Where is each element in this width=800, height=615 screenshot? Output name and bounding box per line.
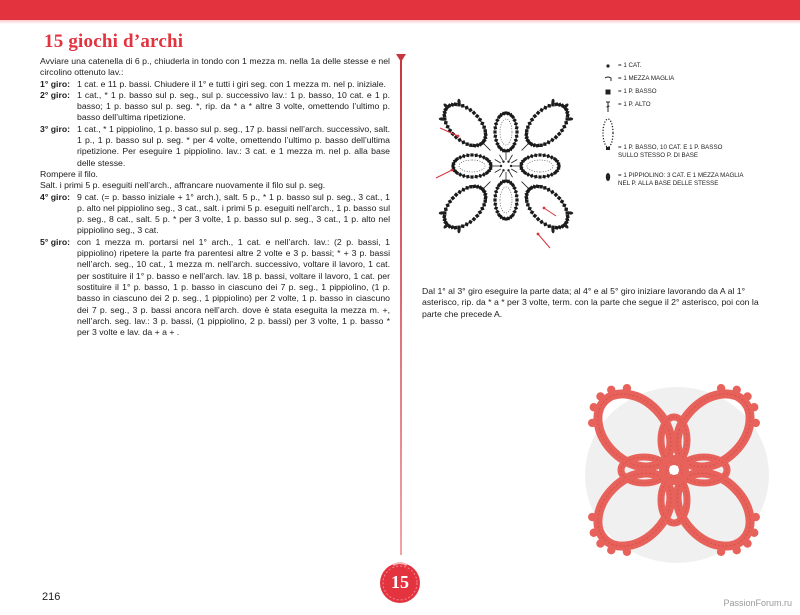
round-text: 1 cat., * 1 p. basso sul p. seg., sul p. successivo lav.: 1 p. basso, 10 cat. e 1 p. basso; 1 p. basso sul p. seg. *, rip. da * a * altre 3 volte, omettendo l’ultimo p. basso dell’ultima ripetizione. <box>77 89 390 123</box>
round-text: con 1 mezza m. portarsi nel 1° arch., 1 cat. e nell’arch. lav.: (2 p. bassi, 1 pippiolino) ripetere la parte fra parentesi altre 2 volte e 3 p. bassi; * + 3 p. bassi nell’arch. seg., 10 cat., 1 mezza m. nell’arch. successivo, voltare il lavoro, 1 cat. per sostituire il 1° p. basso e nell’arch. lav. 18 p. bassi, voltare il lavoro, 1 cat. per sostituire il 1° p. basso, 1 p. basso in ciascuno dei 7 p. seg., 1 pippiolino, (1 p. basso in ciascuno dei 2 p. seg., 1 pippiolino) per 2 volte, 1 p. basso in ciascuno dei 7 p. seg., 3 p. bassi ancora nell’arch. dove è stata eseguita la mezza m. +, nell’arch. seg. lav.: 3 p. bassi, (1 pippiolino, 2 p. bassi) per 3 volte, 1 p. basso * per 3 volte e lav. da + a + . <box>77 236 390 338</box>
watermark: PassionForum.ru <box>723 598 792 608</box>
dot-icon <box>600 62 616 70</box>
diagram-petals <box>432 92 580 240</box>
column-divider <box>400 60 402 555</box>
legend-text: = 1 MEZZA MAGLIA <box>618 75 675 82</box>
round-1 <box>40 79 390 90</box>
intro-text: Avviare una catenella di 6 p., chiuderla in tondo con 1 mezza m. nella 1a delle stesse e nel circolino ottenuto lav.: <box>40 56 390 78</box>
diagram-arch <box>510 92 580 162</box>
round-text: 1 cat. e 11 p. bassi. Chiudere il 1° e tutti i giri seg. con 1 mezza m. nel p. iniziale. <box>77 78 386 89</box>
legend-item <box>600 75 674 83</box>
round-label: 1° giro: <box>40 78 71 89</box>
diagram-arch <box>432 170 502 240</box>
round-note: Dal 1° al 3° giro eseguire la parte data; al 4° e al 5° giro iniziare lavorando da A al 1° asterisco, rip. da * a * per 3 volte, term. con la parte che segue il 2° asterisco, poi con la parte che precede A. <box>422 286 759 319</box>
diagram-petal <box>493 179 518 220</box>
diagram-center-ring <box>500 160 512 171</box>
round-label: 5° giro: <box>40 236 71 247</box>
diagram-arch <box>510 170 580 240</box>
header-band <box>0 0 800 20</box>
instructions-column <box>40 56 390 338</box>
legend-text: = 1 P. BASSO <box>618 88 657 95</box>
crochet-diagram <box>430 58 582 273</box>
lace-motif <box>576 372 771 567</box>
diagram-arch <box>432 92 502 162</box>
lace-motif-photo <box>576 372 772 568</box>
legend-text: = 1 PIPPIOLINO: 3 CAT. E 1 MEZZA MAGLIA NEL P. ALLA BASE DELLE STESSE <box>618 172 744 187</box>
header-band-fade <box>0 20 800 24</box>
page-number: 216 <box>42 591 61 603</box>
legend-text: = 1 P. BASSO, 10 CAT. E 1 P. BASSO SULLO STESSO P. DI BASE <box>618 144 723 159</box>
round-label: 2° giro: <box>40 89 71 100</box>
round-4 <box>40 192 390 237</box>
round-5 <box>40 237 390 339</box>
square-icon <box>600 88 616 96</box>
round-text: 9 cat. (= p. basso iniziale + 1° arch.), salt. 5 p., * 1 p. basso sul p. seg., 3 cat., 1 p. alto nel pippiolino seg., 3 cat., salt. i primi 5 p. eseguiti nell’arch., 1 p. basso sul p. seg., 8 cat., salt. 5 p. * per 3 volte, 1 p. basso sul p. seg., 3 cat., 1 p. alto nel pippiolino seg., 3 cat. <box>77 191 390 236</box>
legend-item <box>600 62 641 70</box>
break-thread-text: Rompere il filo. <box>40 168 98 179</box>
round-text: 1 cat., * 1 pippiolino, 1 p. basso sul p. seg., 17 p. bassi nell’arch. successivo, salt. 1 p., 1 p. basso sul p. seg. * per 4 volte, omettendo l’ultimo p. basso dell’ultima ripetizione. Per eseguire 1 pippiolino. lav.: 3 cat. e 1 mezza m. nel p. alla base delle stesse. <box>77 123 390 168</box>
legend-item <box>600 88 657 96</box>
slip-stitch-icon <box>600 75 616 83</box>
round-label: 3° giro: <box>40 123 71 134</box>
arch-icon <box>600 116 616 152</box>
tall-stitch-icon <box>600 101 616 113</box>
legend-item <box>600 101 651 113</box>
diagram-petal <box>519 153 560 178</box>
round-2 <box>40 90 390 124</box>
legend-item <box>600 172 744 188</box>
legend-item <box>600 116 722 160</box>
legend-text: = 1 P. ALTO <box>618 101 651 108</box>
diagram-petal <box>493 111 518 152</box>
legend-text: = 1 CAT. <box>618 62 642 69</box>
diagram-petal <box>451 153 492 178</box>
round-label: 4° giro: <box>40 191 71 202</box>
chapter-badge-number: 15 <box>391 572 409 592</box>
picot-icon <box>600 172 616 184</box>
skip-note-text: Salt. i primi 5 p. eseguiti nell’arch., affrancare nuovamente il filo sul p. seg. <box>40 180 326 191</box>
diagram-rays <box>493 153 519 179</box>
round-3 <box>40 124 390 169</box>
page-title: 15 giochi d’archi <box>44 31 184 52</box>
